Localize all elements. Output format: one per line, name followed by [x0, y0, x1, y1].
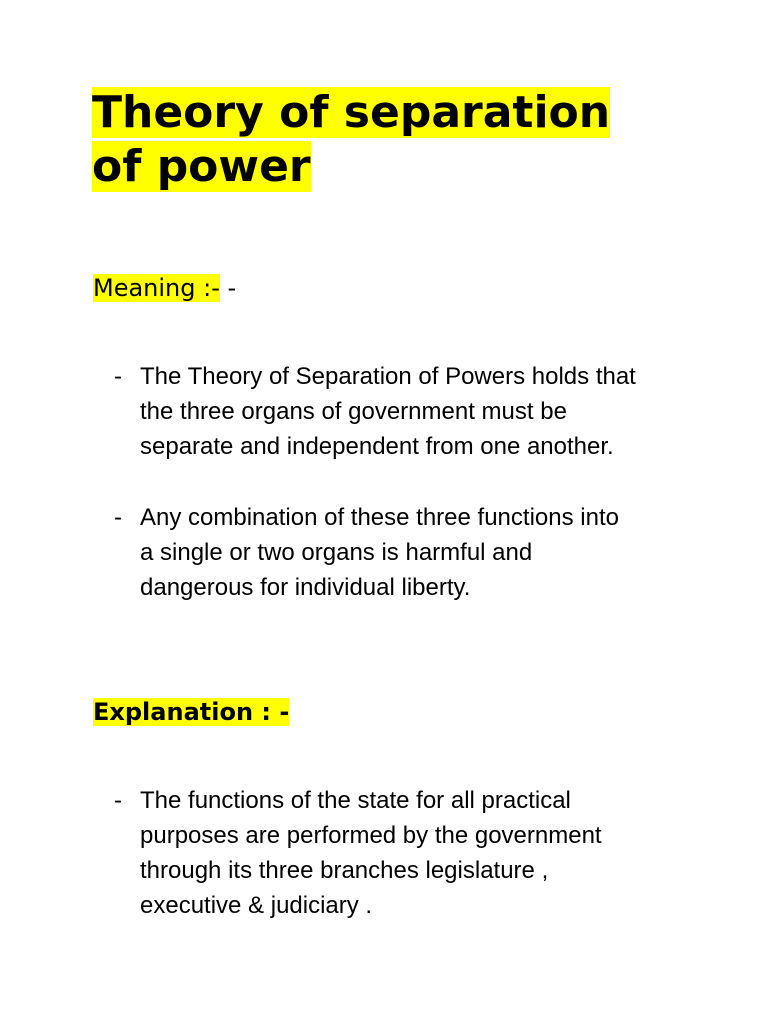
document-title — [92, 86, 610, 194]
bullet-marker: - — [114, 504, 122, 531]
explanation-bullet-1 — [114, 783, 714, 923]
bullet-marker: - — [114, 787, 122, 814]
explanation-heading — [93, 696, 289, 728]
meaning-heading-text: Meaning :- — [93, 274, 220, 302]
bullet-text: The Theory of Separation of Powers holds that the three organs of government must be separate and independent from one another. — [140, 363, 636, 460]
bullet-marker: - — [114, 363, 122, 390]
meaning-heading-suffix: - — [219, 274, 237, 302]
bullet-text: Any combination of these three functions into a single or two organs is harmful and dangerous for individual liberty. — [140, 504, 619, 601]
document-title-text: Theory of separation of power — [92, 87, 611, 192]
bullet-text: The functions of the state for all practical purposes are performed by the government through its three branches legislature , executive & judiciary . — [140, 787, 602, 919]
meaning-bullet-1 — [114, 359, 714, 464]
meaning-bullet-2 — [114, 500, 714, 605]
explanation-heading-text: Explanation : - — [93, 698, 290, 726]
meaning-heading — [93, 272, 236, 304]
